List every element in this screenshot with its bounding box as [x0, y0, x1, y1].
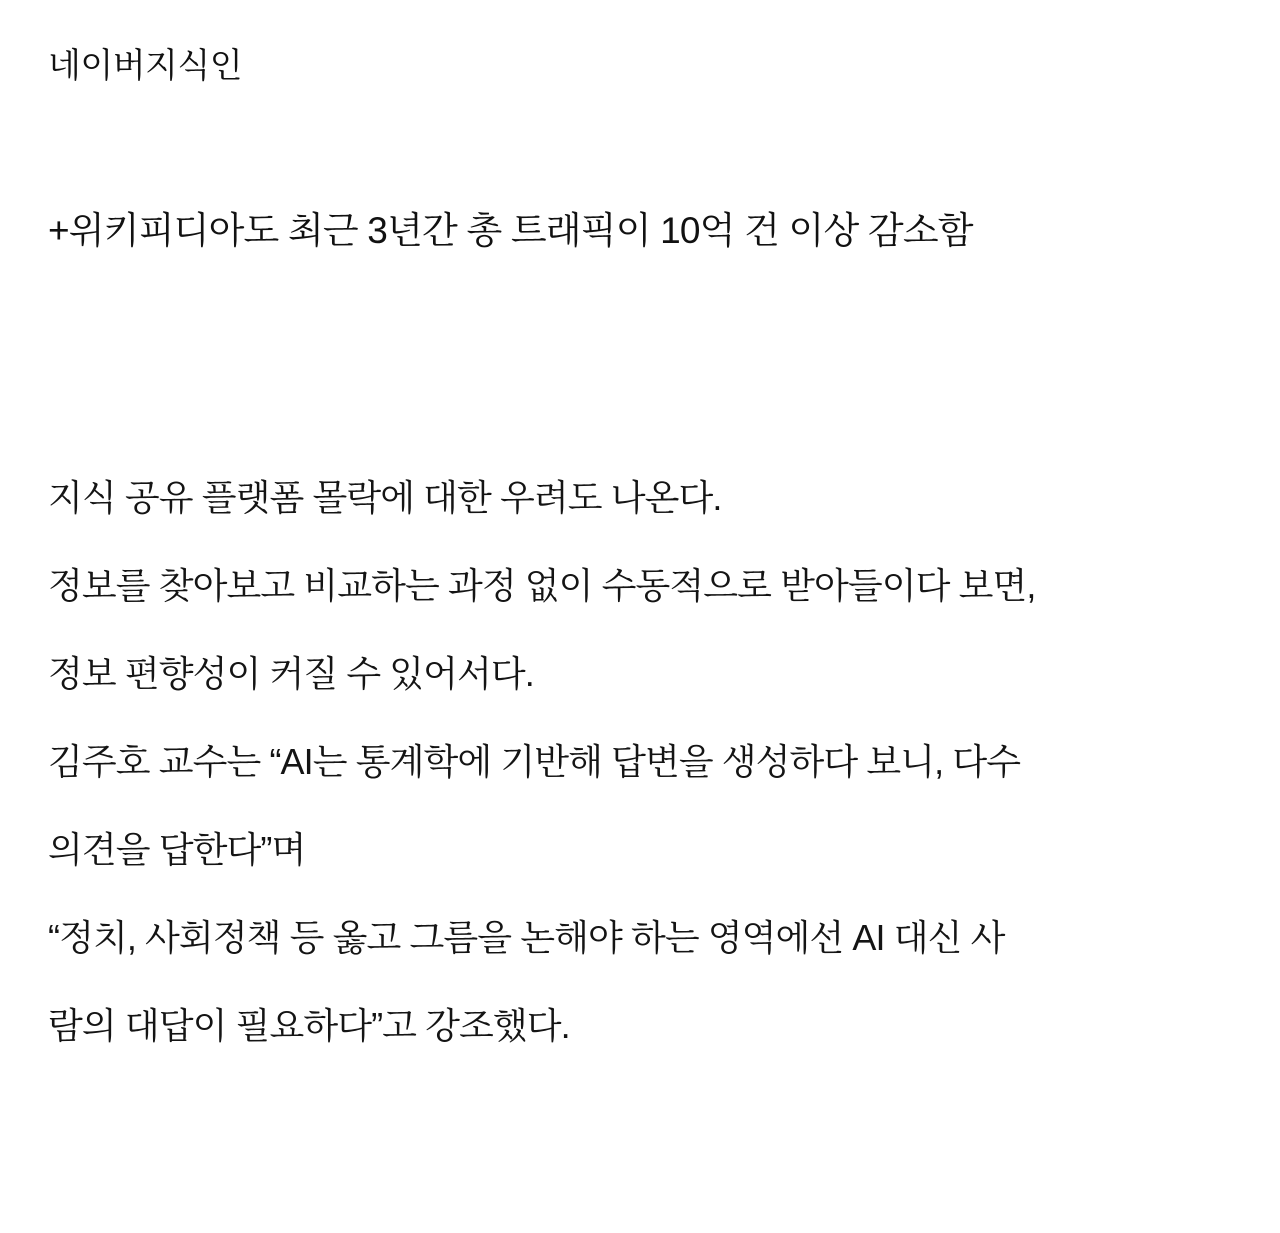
body-line: “정치, 사회정책 등 옳고 그름을 논해야 하는 영역에선 AI 대신 사 — [48, 917, 1005, 959]
headline: +위키피디아도 최근 3년간 총 트래픽이 10억 건 이상 감소함 — [48, 210, 973, 252]
body-line: 정보 편향성이 커질 수 있어서다. — [48, 653, 534, 695]
body-line: 정보를 찾아보고 비교하는 과정 없이 수동적으로 받아들이다 보면, — [48, 565, 1036, 607]
body-line: 김주호 교수는 “AI는 통계학에 기반해 답변을 생성하다 보니, 다수 — [48, 741, 1021, 783]
body-line: 의견을 답한다”며 — [48, 829, 306, 871]
spacer-below-headline — [48, 256, 1232, 454]
body-line: 람의 대답이 필요하다”고 강조했다. — [48, 1005, 570, 1047]
article-body — [48, 454, 1232, 1070]
body-line: 지식 공유 플랫폼 몰락에 대한 우려도 나온다. — [48, 477, 722, 519]
source-label: 네이버지식인 — [48, 47, 243, 85]
spacer-above-headline — [48, 88, 1232, 206]
